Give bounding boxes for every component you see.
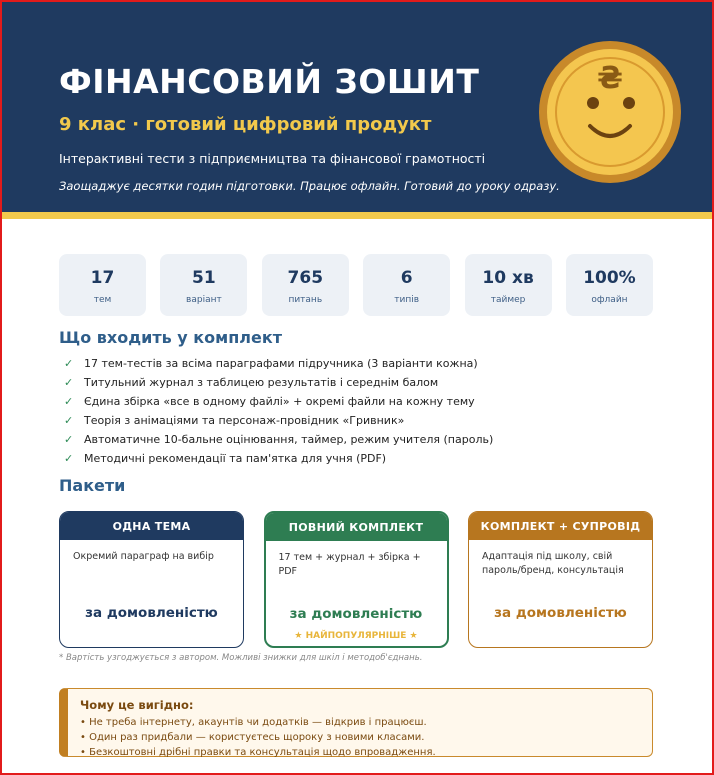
stat-value: 6 <box>400 268 413 288</box>
list-item-text: 17 тем-тестів за всіма параграфами підручника (3 варіанти кожна) <box>84 357 478 370</box>
header-banner <box>2 2 712 212</box>
page-title: ФІНАНСОВИЙ ЗОШИТ <box>59 62 480 101</box>
package-description: Адаптація під школу, свій пароль/бренд, консультація <box>482 551 624 576</box>
benefit-item: • Не треба інтернету, акаунтів чи додатків — відкрив і працюєш. <box>80 717 427 728</box>
stat-card <box>363 254 450 316</box>
list-item-text: Методичні рекомендації та пам'ятка для учня (PDF) <box>84 452 387 465</box>
stat-card <box>465 254 552 316</box>
stat-label: питань <box>288 295 323 305</box>
list-item <box>64 354 493 373</box>
check-icon: ✓ <box>64 414 74 427</box>
stat-value: 17 <box>90 268 115 288</box>
package-card-support[interactable] <box>468 511 653 648</box>
stat-card <box>262 254 349 316</box>
packages-heading: Пакети <box>59 476 126 495</box>
benefits-title: Чому це вигідно: <box>80 698 194 712</box>
package-description: 17 тем + журнал + збірка + PDF <box>278 552 421 577</box>
stat-card <box>59 254 146 316</box>
list-item-text: Автоматичне 10-бальне оцінювання, таймер, режим учителя (пароль) <box>84 433 494 446</box>
stats-row <box>59 254 653 316</box>
benefit-item: • Безкоштовні дрібні правки та консультація щодо впровадження. <box>80 747 436 758</box>
list-item-text: Титульний журнал з таблицею результатів і середнім балом <box>84 376 439 389</box>
contents-list <box>64 354 493 468</box>
package-price: за домовленістю <box>85 605 218 621</box>
stat-value: 51 <box>192 268 216 288</box>
list-item-text: Єдина збірка «все в одному файлі» + окремі файли на кожну тему <box>84 395 475 408</box>
packages-row <box>59 511 653 648</box>
stat-value: 100% <box>583 268 636 288</box>
package-name: ПОВНИЙ КОМПЛЕКТ <box>266 513 447 541</box>
list-item <box>64 373 493 392</box>
contents-heading: Що входить у комплект <box>59 328 282 347</box>
check-icon: ✓ <box>64 433 74 446</box>
list-item <box>64 392 493 411</box>
stat-label: типів <box>394 295 420 305</box>
benefit-item: • Один раз придбали — користуєтесь щороку з новими класами. <box>80 732 425 743</box>
package-description: Окремий параграф на вибір <box>73 551 214 562</box>
stat-label: таймер <box>490 295 526 305</box>
coin-mascot-icon <box>538 40 682 184</box>
check-icon: ✓ <box>64 376 74 389</box>
stat-card <box>566 254 653 316</box>
header-stripe <box>2 212 712 219</box>
check-icon: ✓ <box>64 357 74 370</box>
package-card-full[interactable] <box>264 511 449 648</box>
stat-label: тем <box>93 295 112 305</box>
package-card-single[interactable] <box>59 511 244 648</box>
benefits-box <box>59 688 653 757</box>
list-item <box>64 449 493 468</box>
header-description: Інтерактивні тести з підприємництва та фінансової грамотності <box>59 151 486 166</box>
list-item-text: Теорія з анімаціями та персонаж-провідник «Гривник» <box>84 414 405 427</box>
pricing-note: * Вартість узгоджується з автором. Можливі знижки для шкіл і методоб'єднань. <box>59 653 423 663</box>
stat-value: 10 хв <box>482 268 534 288</box>
stat-value: 765 <box>287 268 324 288</box>
popular-badge: ★ НАЙПОПУЛЯРНІШЕ ★ <box>294 631 418 641</box>
page-subtitle: 9 клас · готовий цифровий продукт <box>59 114 432 135</box>
check-icon: ✓ <box>64 395 74 408</box>
package-name: ОДНА ТЕМА <box>60 512 243 540</box>
package-price: за домовленістю <box>289 606 423 622</box>
package-price: за домовленістю <box>494 605 627 621</box>
coin-symbol: ₴ <box>597 61 623 96</box>
stat-card <box>160 254 247 316</box>
list-item <box>64 430 493 449</box>
header-tagline: Заощаджує десятки годин підготовки. Працює офлайн. Готовий до уроку одразу. <box>59 179 560 193</box>
stat-label: варіант <box>186 295 222 305</box>
list-item <box>64 411 493 430</box>
stat-label: офлайн <box>591 295 628 305</box>
check-icon: ✓ <box>64 452 74 465</box>
package-name: КОМПЛЕКТ + СУПРОВІД <box>469 512 652 540</box>
